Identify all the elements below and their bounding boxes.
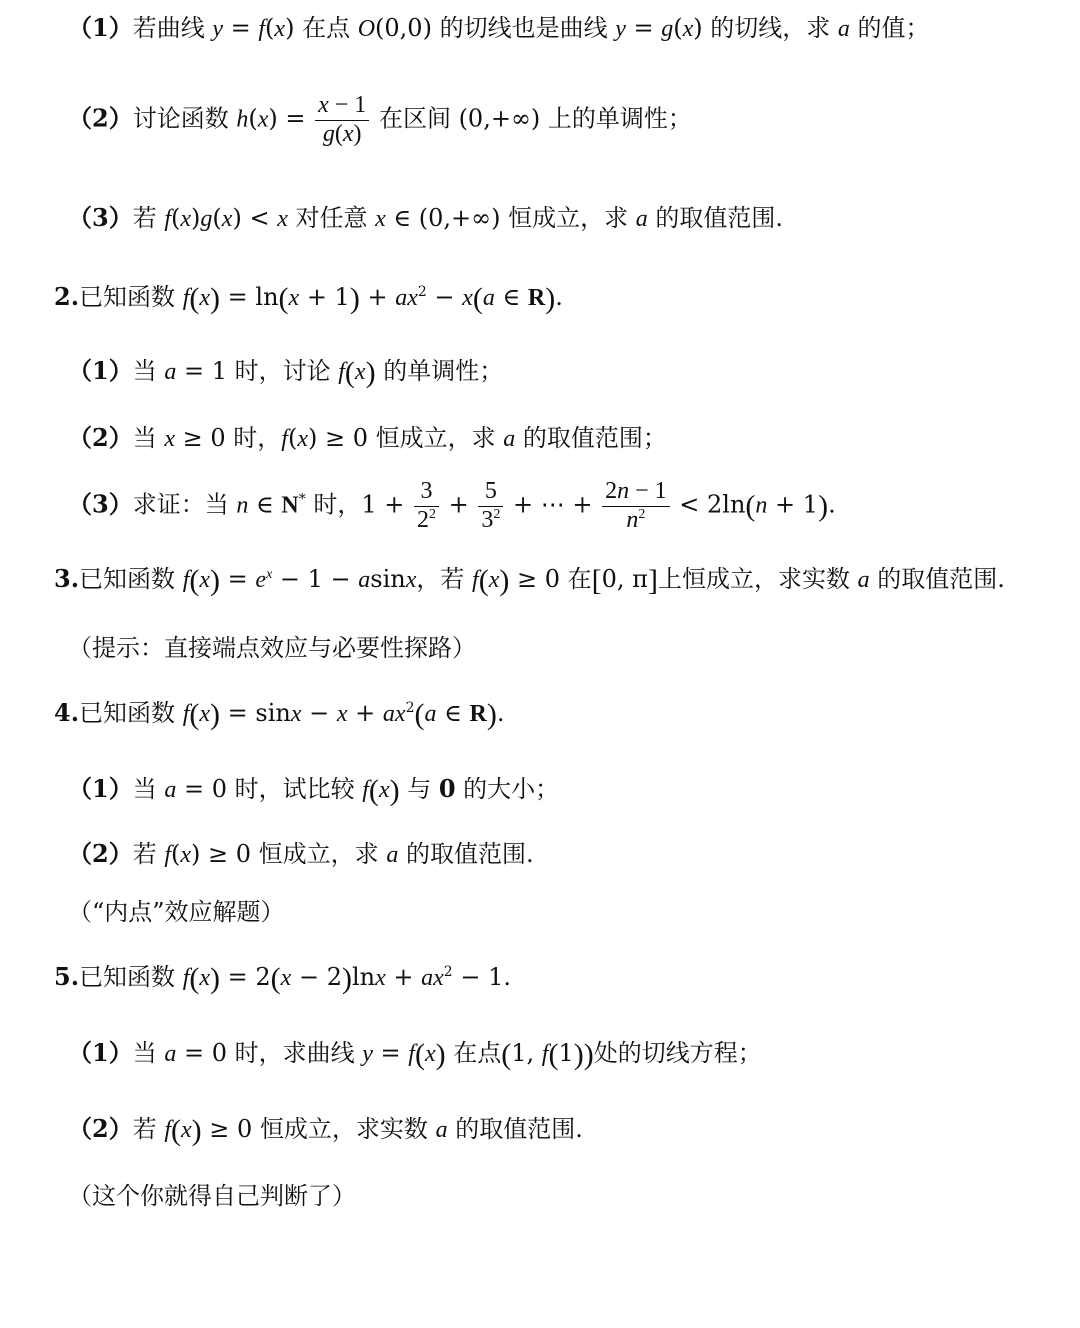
fraction-h: $\frac{x - 1}{g(x)}$: [315, 92, 369, 148]
fraction-3-over-2sq: $\frac{3}{2^2}$: [414, 478, 439, 534]
p3-stem: 3.已知函数 $f(x) = e^x - 1 - asinx$，若 f(x) ≥ 0 在[0, π]上恒成立，求实数 a 的取值范围.: [54, 564, 1005, 597]
p2-stem: 2.已知函数 $f(x) = \ln(x + 1) + ax^2 - x(a$ ∈ R).: [54, 282, 563, 315]
p1-q2: （2）讨论函数 h(x) = $\frac{x - 1}{g(x)}$ 在区间 (0,+∞) 上的单调性；: [68, 92, 692, 147]
p2-q1: （1）当 a = 1 时，讨论 f(x) 的单调性；: [68, 356, 504, 389]
p5-q2: （2）若 f(x) ≥ 0 恒成立，求实数 a 的取值范围.: [68, 1114, 583, 1147]
fraction-2n-1-over-nsq: $\frac{2n - 1}{n^2}$: [602, 478, 670, 534]
p3-hint: （提示：直接端点效应与必要性探路）: [68, 634, 476, 662]
p5-stem: 5.已知函数 $f(x) = 2(x - 2)\ln x + ax^2 - 1$.: [54, 962, 511, 995]
p1-q3: （3）若 f(x)g(x) < x 对任意 x ∈ (0,+∞) 恒成立，求 a 的取值范围.: [68, 203, 784, 232]
p5-note: （这个你就得自己判断了）: [68, 1182, 356, 1210]
p2-q2: （2）当 x ≥ 0 时，f(x) ≥ 0 恒成立，求 a 的取值范围；: [68, 423, 667, 452]
p5-q1: （1）当 a = 0 时，求曲线 y = f(x) 在点(1, f(1))处的切线方程；: [68, 1038, 762, 1071]
fraction-5-over-3sq: $\frac{5}{3^2}$: [478, 478, 503, 534]
p4-q1: （1）当 a = 0 时，试比较 f(x) 与 0 的大小；: [68, 774, 560, 807]
p4-stem: 4.已知函数 $f(x) = \sin x - x + ax^2(a$ ∈ R).: [54, 698, 505, 731]
p4-q2: （2）若 f(x) ≥ 0 恒成立，求 a 的取值范围.: [68, 839, 534, 868]
p2-q3: （3）求证：当 n ∈ N* 时，1 + $\frac{3}{2^2}$ + $\frac{5}{3^2}$ + ⋯ + $\frac{2n - 1}{n^2}$ < 2ln(n + 1).: [68, 478, 836, 533]
p1-q1: （1）若曲线 y = f(x) 在点 O(0,0) 的切线也是曲线 y = g(x) 的切线，求 a 的值；: [68, 13, 930, 42]
p4-note: （“内点”效应解题）: [68, 898, 285, 926]
